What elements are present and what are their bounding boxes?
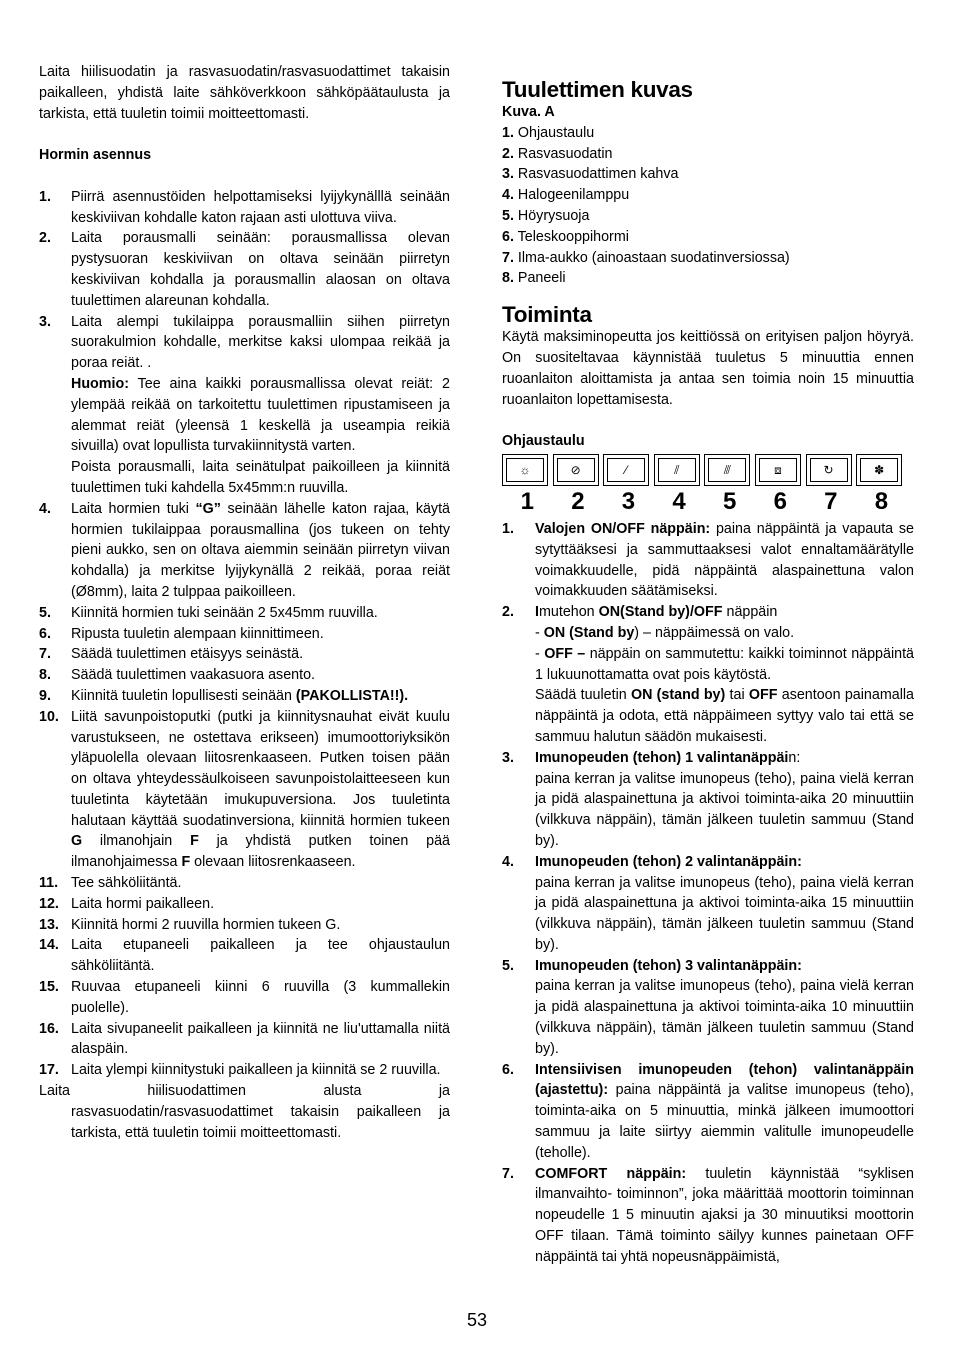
list-item: 6. Intensiivisen imunopeuden (tehon) valintanäppäin (ajastettu): paina näppäintä ja valitse imunopeus (teho), toiminta-aika on 5 minuuttia, minkä jälkeen imumoottori sammuu ja laite siirtyy aiemmin valitulle imunopeudelle (teholle). xyxy=(502,1061,914,1161)
light-icon: ☼ xyxy=(506,458,544,482)
list-item: 3. Imunopeuden (tehon) 1 valintanäppäin: xyxy=(502,749,801,766)
list-item: 1. Valojen ON/OFF näppäin: paina näppäintä ja vapauta se sytyttääksesi ja sammuttaaksesi valot ennaltamäärätylle voimakkuudelle, pidä näppäintä alaspainettuna valon voimakkuuden säätämiseksi. xyxy=(502,520,914,600)
control-panel-number: 1 xyxy=(520,487,534,515)
item2-on: - ON (Stand by) – näppäimessä on valo. xyxy=(535,624,795,641)
list-item: 12. Laita hormi paikalleen. xyxy=(39,895,215,912)
list-item: 6. Ripusta tuuletin alempaan kiinnittimeen. xyxy=(39,625,324,642)
right-column xyxy=(502,76,914,1268)
control-panel-button xyxy=(553,454,599,486)
control-panel-figure xyxy=(502,454,914,488)
speed2-icon: ⫽ xyxy=(658,458,696,482)
list-item: 4. Imunopeuden (tehon) 2 valintanäppäin: xyxy=(502,853,802,870)
section-title-tuulettimen: Tuulettimen kuvas xyxy=(502,77,693,102)
list-item: 5. Imunopeuden (tehon) 3 valintanäppäin: xyxy=(502,957,802,974)
feature-item: 7. Ilma-aukko (ainoastaan suodatinversiossa) xyxy=(502,249,790,266)
list-item: 2. Imutehon ON(Stand by)/OFF näppäin xyxy=(502,604,778,621)
list-item: 4. Laita hormien tuki “G” seinään lähelle katon rajaa, käytä hormien tukilaippaa porausmallina (jos tukeen on tehty pieni aukko, sen on oltava aiemmin seinään piirretyn viivan kohdalla) ja merkitse lyijykynällä 2 reikää, poraa reiät (Ø8mm), laita 2 tulppaa paikoilleen. xyxy=(39,500,450,600)
comfort-icon: ↻ xyxy=(810,458,848,482)
control-panel-number: 8 xyxy=(874,487,889,515)
page-number: 53 xyxy=(466,1310,488,1330)
control-panel-number: 2 xyxy=(571,487,585,515)
section-title-toiminta: Toiminta xyxy=(502,302,592,328)
feature-item: 3. Rasvasuodattimen kahva xyxy=(502,166,679,183)
control-panel-number: 5 xyxy=(722,487,737,515)
list-item: 8. Säädä tuulettimen vaakasuora asento. xyxy=(39,667,316,684)
step3-note: Huomio: Tee aina kaikki porausmallissa olevat reiät: 2 ylempää reikää on tarkoitettu tuulettimen ripustamiseen ja alemmat reiät (yleensä 1 keskellä ja useampia reikiä sivuilla) ovat lopullista turvakiinnitystä varten. xyxy=(71,375,450,455)
list-item: 2. Laita porausmalli seinään: porausmallissa olevan pystysuoran keskiviivan on oltava seinään piirretyn keskiviivan kohdalla ja porausmallin alaosan on oltava tuulettimen alareunan kohdalla. xyxy=(39,230,450,309)
list-item: 7. Säädä tuulettimen etäisyys seinästä. xyxy=(39,646,304,663)
feature-item: 8. Paneeli xyxy=(502,270,566,287)
intro-paragraph: Laita hiilisuodatin ja rasvasuodatin/rasvasuodattimet takaisin paikalleen, yhdistä laite sähköverkkoon sähköpäätaulusta ja tarkista, että tuuletin toimii moitteettomasti. xyxy=(39,64,450,122)
outro-line1: Laita hiilisuodattimen alusta ja xyxy=(39,1083,450,1100)
step3-extra: Poista porausmalli, laita seinätulpat paikoilleen ja kiinnitä tuulettimen tuki kahdella 5x45mm:n ruuvilla. xyxy=(71,459,450,496)
outro-line2: rasvasuodatin/rasvasuodattimet takaisin paikalleen ja tarkista, että tuuletin toimii moitteettomasti. xyxy=(71,1103,450,1141)
list-item: 14. Laita etupaneeli paikalleen ja tee ohjaustaulun sähköliitäntä. xyxy=(39,937,450,975)
control-panel-number: 3 xyxy=(621,487,636,515)
list-item: 15. Ruuvaa etupaneeli kiinni 6 ruuvilla (3 kummallekin puolelle). xyxy=(39,979,450,1016)
item4-text: paina kerran ja valitse imunopeus (teho), paina vielä kerran ja pidä alaspainettuna ja aktivoi toiminta-aika 15 minuuttiin (vilkkuva näppäin), tämän jälkeen tuuletin sammuu (Stand by). xyxy=(535,874,914,953)
control-panel-numbers xyxy=(502,488,914,516)
control-panel-number: 7 xyxy=(824,487,838,515)
control-panel-button xyxy=(654,454,700,486)
control-panel-number: 6 xyxy=(773,487,787,515)
list-item: 17. Laita ylempi kiinnitystuki paikalleen ja kiinnitä se 2 ruuvilla. xyxy=(39,1062,441,1079)
control-panel-button xyxy=(603,454,649,486)
control-panel-button xyxy=(502,454,548,486)
speed1-icon: ⁄ xyxy=(607,458,645,482)
feature-item: 1. Ohjaustaulu xyxy=(502,124,595,141)
control-panel-button xyxy=(755,454,801,486)
control-panel-button xyxy=(856,454,902,486)
power-icon: ⊘ xyxy=(557,458,595,482)
feature-item: 5. Höyrysuoja xyxy=(502,207,590,224)
fan-icon: ✽ xyxy=(860,458,898,482)
speed3-icon: ⫻ xyxy=(708,458,746,482)
control-panel-number: 4 xyxy=(672,487,686,515)
list-item: 9. Kiinnitä tuuletin lopullisesti seinään (PAKOLLISTA!!). xyxy=(39,687,409,704)
list-item: 11. Tee sähköliitäntä. xyxy=(39,875,182,892)
feature-item: 4. Halogeenilamppu xyxy=(502,187,630,204)
control-panel-button xyxy=(704,454,750,486)
control-panel-button xyxy=(806,454,852,486)
toiminta-paragraph: Käytä maksiminopeutta jos keittiössä on erityisen paljon höyryä. On suositeltavaa käynnistää tuuletus 5 minuuttia ennen ruoanlaiton aloittamista ja antaa sen toimia noin 15 minuuttia ruoanlaiton lopettamisesta. xyxy=(502,329,914,408)
item2-adjust: Säädä tuuletin ON (stand by) tai OFF asentoon painamalla näppäintä ja odota, että näppäimeen syttyy valo tai että se sammuu halutun säädön mukaisesti. xyxy=(535,687,914,745)
list-item: 3. Laita alempi tukilaippa porausmalliin siihen piirretyn suorakulmion kohdalle, merkitse kaksi ulompaa reikää ja poraa reiät. . xyxy=(39,313,450,372)
list-item: 13. Kiinnitä hormi 2 ruuvilla hormien tukeen G. xyxy=(39,916,341,933)
item2-off: - OFF – näppäin on sammutettu: kaikki toiminnot näppäintä 1 lukuunottamatta ovat pois käytöstä. xyxy=(535,645,914,683)
list-item: 10. Liitä savunpoistoputki (putki ja kiinnitysnauhat eivät kuulu varustukseen, ne ostettava erikseen) imumoottoriyksikön yläpuolella olevaan liitosrenkaaseen. Putken toisen pään on oltava yhteydessäulkoiseen savunpoistolaitteeseen kun tuuletinta käytetään imukupuversiona. Jos tuuletinta halutaan käyttää suodatinversiona, kiinnitä hormien tukeen G ilmanohjain F ja yhdistä putken toinen pää ilmanohjaimessa F olevaan liitosrenkaaseen. xyxy=(39,708,450,871)
intensive-icon: ⧈ xyxy=(759,458,797,482)
feature-item: 2. Rasvasuodatin xyxy=(502,145,613,162)
item5-text: paina kerran ja valitse imunopeus (teho), paina vielä kerran ja pidä alaspainettuna ja aktivoi toiminta-aika 10 minuuttiin (vilkkuva näppäin), tämän jälkeen tuuletin sammuu (Stand by). xyxy=(535,978,914,1057)
list-item: 5. Kiinnitä hormien tuki seinään 2 5x45mm ruuvilla. xyxy=(39,604,378,621)
list-item: 16. Laita sivupaneelit paikalleen ja kiinnitä ne liu'uttamalla niitä alaspäin. xyxy=(39,1020,450,1058)
left-column xyxy=(39,62,450,1143)
list-item: 1. Piirrä asennustöiden helpottamiseksi lyijykynälllä seinään keskiviivan kohdalle katon rajaan asti ulottuva viiva. xyxy=(39,188,450,226)
control-panel-label: Ohjaustaulu xyxy=(502,433,585,450)
figure-label: Kuva. A xyxy=(502,104,555,120)
item3-text: paina kerran ja valitse imunopeus (teho), paina vielä kerran ja pidä alaspainettuna ja aktivoi toiminta-aika 20 minuuttiin (vilkkuva näppäin), tämän jälkeen tuuletin sammuu (Stand by). xyxy=(535,770,914,849)
section-heading-hormin: Hormin asennus xyxy=(39,147,152,164)
feature-item: 6. Teleskooppihormi xyxy=(502,228,629,245)
list-item: 7. COMFORT näppäin: tuuletin käynnistää “syklisen ilmanvaihto- toiminnon”, joka määrittää moottorin toiminnan nopeudelle 1 5 minuutin ajaksi ja 30 minuutiksi moottorin OFF tilaan. Tämä toiminto säilyy kunnes painetaan OFF näppäintä tai yhtä nopeusnäppäimistä, xyxy=(502,1165,914,1265)
